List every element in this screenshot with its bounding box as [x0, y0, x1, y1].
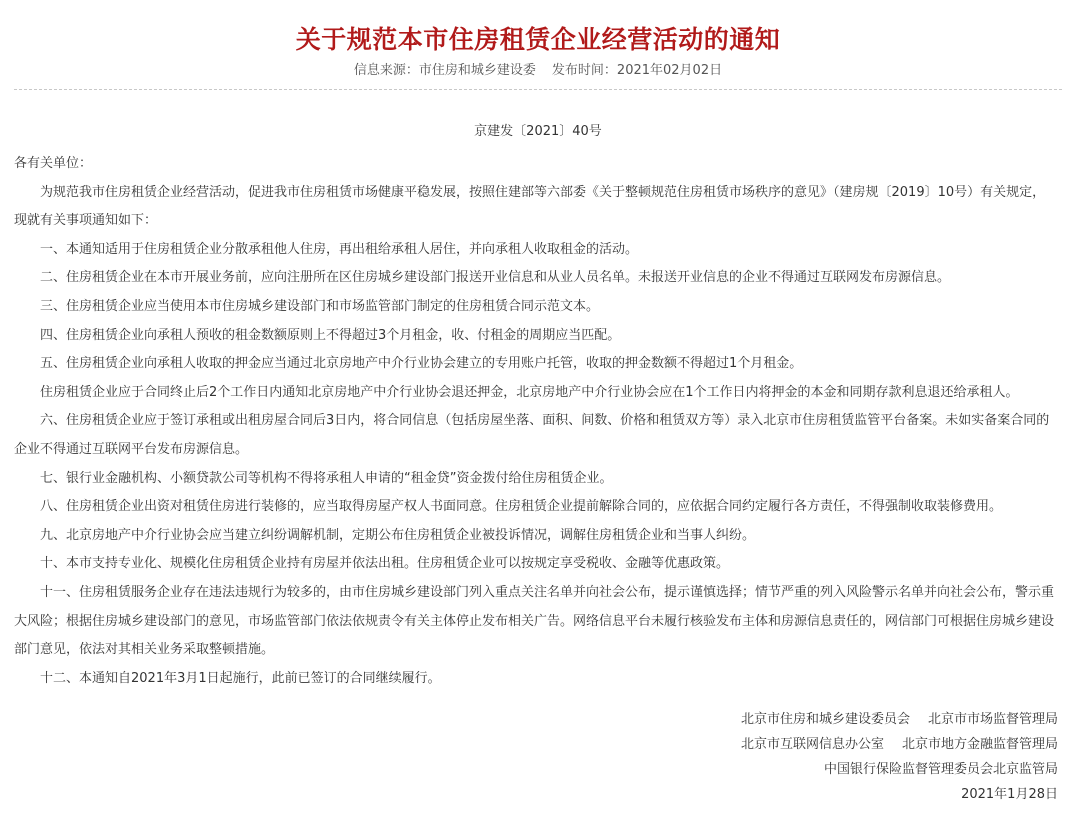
signatory-row [358, 757, 1058, 782]
signatory: 北京市地方金融监督管理局 [901, 737, 1058, 752]
paragraph-6: 六、住房租赁企业应于签订承租或出租房屋合同后3日内，将合同信息（包括房屋坐落、面积、间数、价格和租赁双方等）录入北京市住房租赁监管平台备案。未如实备案合同的企业不得通过互联网平台发布房源信息。 [14, 413, 1050, 457]
signatory: 北京市住房和城乡建设委员会 [740, 712, 910, 727]
salutation: 各有关单位： [14, 156, 93, 171]
paragraph-5-continued: 住房租赁企业应于合同终止后2个工作日内通知北京房地产中介行业协会退还押金，北京房地产中介行业协会应在1个工作日内将押金的本金和同期存款利息退还给承租人。 [40, 384, 1019, 400]
paragraph-9: 九、北京房地产中介行业协会应当建立纠纷调解机制，定期公布住房租赁企业被投诉情况，调解住房租赁企业和当事人纠纷。 [40, 527, 756, 543]
signatory-block [358, 707, 1058, 807]
paragraph-12: 十二、本通知自2021年3月1日起施行，此前已签订的合同继续履行。 [40, 670, 441, 686]
article-meta [0, 61, 1076, 81]
page-title: 关于规范本市住房租赁企业经营活动的通知 [295, 25, 781, 54]
signing-date: 2021年1月28日 [961, 787, 1058, 802]
paragraph-3: 三、住房租赁企业应当使用本市住房城乡建设部门和市场监管部门制定的住房租赁合同示范文本。 [40, 298, 600, 314]
paragraph-10: 十、本市支持专业化、规模化住房租赁企业持有房屋并依法出租。住房租赁企业可以按规定享受税收、金融等优惠政策。 [40, 556, 730, 572]
signatory: 北京市市场监督管理局 [927, 712, 1058, 727]
paragraph-7: 七、银行业金融机构、小额贷款公司等机构不得将承租人申请的“租金贷”资金拨付给住房租赁企业。 [40, 470, 613, 486]
paragraph-8: 八、住房租赁企业出资对租赁住房进行装修的，应当取得房屋产权人书面同意。住房租赁企业提前解除合同的，应依据合同约定履行各方责任，不得强制收取装修费用。 [40, 499, 1003, 515]
divider [14, 89, 1062, 90]
paragraph-2: 二、住房租赁企业在本市开展业务前，应向注册所在区住房城乡建设部门报送开业信息和从业人员名单。未报送开业信息的企业不得通过互联网发布房源信息。 [40, 270, 951, 286]
signatory: 中国银行保险监督管理委员会北京监管局 [823, 762, 1058, 777]
signatory-row [358, 707, 1058, 732]
publish-date-label: 发布时间：2021年02月02日 [551, 63, 723, 78]
notice-body [14, 150, 1058, 693]
source-label: 信息来源：市住房和城乡建设委 [353, 63, 536, 78]
paragraph-11: 十一、住房租赁服务企业存在违法违规行为较多的，由市住房城乡建设部门列入重点关注名单并向社会公布，提示谨慎选择；情节严重的列入风险警示名单并向社会公布，警示重大风险；根据住房城乡建设部门的意见，市场监管部门依法依规责令有关主体停止发布相关广告。网络信息平台未履行核验发布主体和房源信息责任的，网信部门可根据住房城乡建设部门意见，依法对其相关业务采取整顿措施。 [14, 584, 1055, 658]
paragraph-intro: 为规范我市住房租赁企业经营活动，促进我市住房租赁市场健康平稳发展，按照住建部等六部委《关于整顿规范住房租赁市场秩序的意见》（建房规〔2019〕10号）有关规定，现就有关事项通知如下： [14, 184, 1046, 229]
paragraph-5: 五、住房租赁企业向承租人收取的押金应当通过北京房地产中介行业协会建立的专用账户托管，收取的押金数额不得超过1个月租金。 [40, 356, 803, 372]
signatory: 北京市互联网信息办公室 [740, 737, 884, 752]
document-number: 京建发〔2021〕40号 [474, 124, 602, 139]
paragraph-4: 四、住房租赁企业向承租人预收的租金数额原则上不得超过3个月租金，收、付租金的周期应当匹配。 [40, 327, 621, 343]
paragraph-1: 一、本通知适用于住房租赁企业分散承租他人住房，再出租给承租人居住，并向承租人收取租金的活动。 [40, 241, 639, 257]
signatory-row [358, 732, 1058, 757]
